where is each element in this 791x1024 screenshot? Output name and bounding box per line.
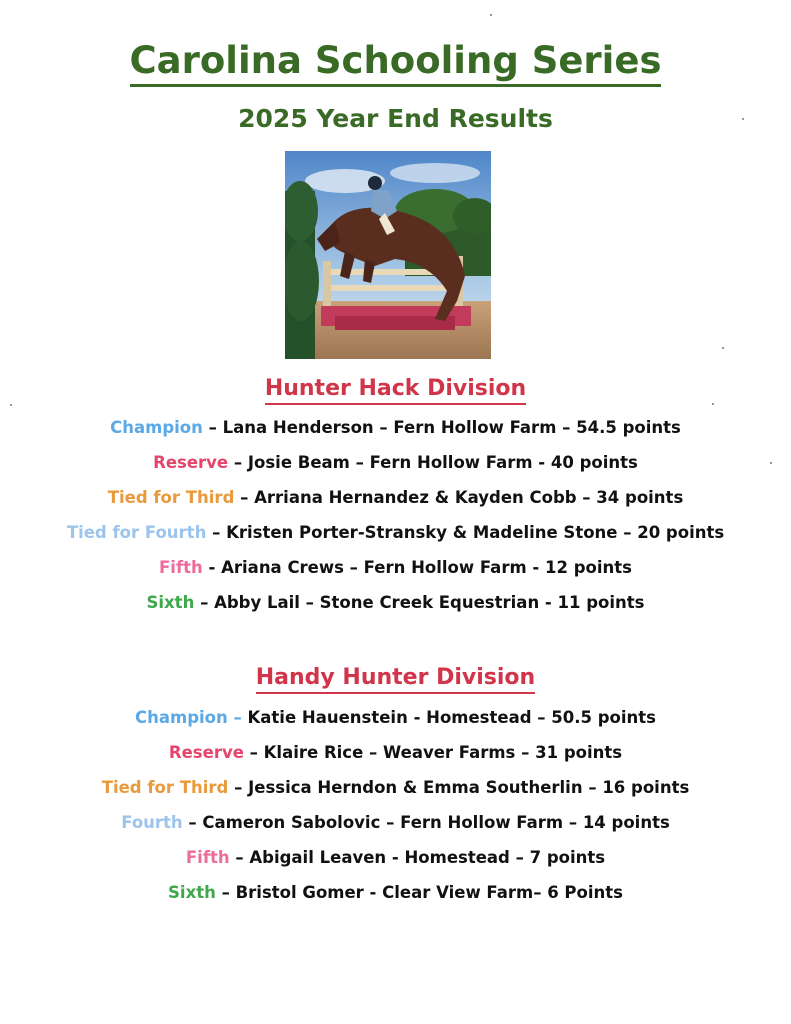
- result-row: [0, 777, 791, 799]
- page-title: [0, 38, 791, 87]
- scan-speck: [490, 14, 492, 16]
- place-label: Reserve: [153, 453, 229, 472]
- place-label: Fifth: [185, 848, 230, 867]
- place-label: Champion: [110, 418, 203, 437]
- place-label: Fourth: [121, 813, 183, 832]
- result-detail: Katie Hauenstein - Homestead – 50.5 points: [241, 708, 656, 727]
- place-label: Tied for Fourth: [66, 523, 207, 542]
- division-title-hunter-hack: [0, 375, 791, 405]
- photo-fence-rail: [323, 285, 463, 291]
- scan-speck: [770, 462, 772, 464]
- result-row: [0, 522, 791, 544]
- division-title-text: Hunter Hack Division: [265, 375, 526, 405]
- result-row: [0, 847, 791, 869]
- scan-speck: [10, 404, 12, 406]
- result-row: [0, 882, 791, 904]
- result-row: [0, 812, 791, 834]
- result-detail: – Klaire Rice – Weaver Farms – 31 points: [243, 743, 623, 762]
- result-row: [0, 592, 791, 614]
- horse-jump-photo: [285, 151, 491, 359]
- place-label: Tied for Third: [101, 778, 229, 797]
- result-detail: - Ariana Crews – Fern Hollow Farm - 12 points: [202, 558, 632, 577]
- place-label: Reserve: [168, 743, 244, 762]
- scan-speck: [712, 403, 714, 405]
- scan-speck: [722, 347, 724, 349]
- result-row: [0, 742, 791, 764]
- result-detail: – Josie Beam – Fern Hollow Farm - 40 points: [228, 453, 638, 472]
- result-detail: – Kristen Porter-Stransky & Madeline Stone – 20 points: [206, 523, 725, 542]
- result-row: [0, 452, 791, 474]
- result-detail: – Lana Henderson – Fern Hollow Farm – 54.5 points: [202, 418, 681, 437]
- result-detail: – Cameron Sabolovic – Fern Hollow Farm – 14 points: [182, 813, 670, 832]
- result-detail: – Arriana Hernandez & Kayden Cobb – 34 points: [234, 488, 684, 507]
- division-title-handy-hunter: [0, 664, 791, 694]
- place-label: Sixth: [168, 883, 216, 902]
- page-title-text: Carolina Schooling Series: [130, 38, 662, 87]
- result-detail: – Jessica Herndon & Emma Southerlin – 16 points: [228, 778, 690, 797]
- result-detail: – Abigail Leaven - Homestead – 7 points: [229, 848, 606, 867]
- place-label: Tied for Third: [107, 488, 235, 507]
- result-detail: – Bristol Gomer - Clear View Farm– 6 Points: [215, 883, 623, 902]
- result-row: [0, 417, 791, 439]
- result-row: [0, 557, 791, 579]
- division-title-text: Handy Hunter Division: [256, 664, 535, 694]
- photo-cloud: [390, 163, 480, 183]
- result-detail: – Abby Lail – Stone Creek Equestrian - 11 points: [194, 593, 645, 612]
- photo-rider-head: [368, 176, 382, 190]
- place-label: Sixth: [146, 593, 195, 612]
- scan-speck: [742, 118, 744, 120]
- result-row: [0, 487, 791, 509]
- result-row: [0, 707, 791, 729]
- page-subtitle: 2025 Year End Results: [238, 104, 553, 133]
- place-label: Champion –: [135, 708, 242, 727]
- place-label: Fifth: [159, 558, 203, 577]
